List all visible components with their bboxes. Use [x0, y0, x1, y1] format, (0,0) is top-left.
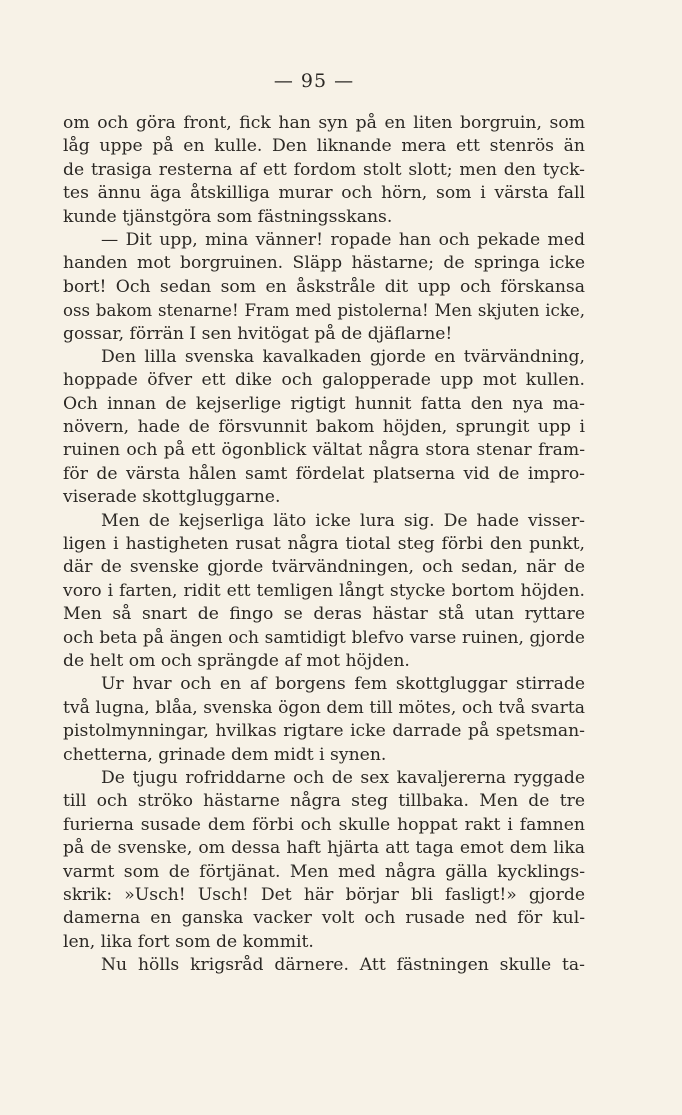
text-line: ligen i hastigheten rusat några tiotal steg förbi den punkt, [63, 534, 585, 555]
text-line: till och ströko hästarne några steg tillbaka. Men de tre [63, 791, 585, 812]
text-line: De tjugu rofriddarne och de sex kavaljererna ryggade [101, 767, 585, 788]
text-line: hoppade öfver ett dike och galopperade upp mot kullen. [63, 370, 585, 391]
text-line: låg uppe på en kulle. Den liknande mera ett stenrös än [63, 136, 585, 157]
text-line: Ur hvar och en af borgens fem skottgluggar stirrade [101, 674, 585, 695]
text-line: på de svenske, om dessa haft hjärta att taga emot dem lika [63, 838, 585, 859]
text-line: för de värsta hålen samt fördelat platserna vid de impro- [63, 463, 585, 484]
text-line: Och innan de kejserlige rigtigt hunnit fatta den nya ma- [63, 393, 585, 414]
text-line: damerna en ganska vacker volt och rusade ned för kul- [63, 908, 585, 929]
text-line: oss bakom stenarne! Fram med pistolerna! Men skjuten icke, [63, 301, 585, 321]
text-line: bort! Och sedan som en åskstråle dit upp och förskansa [63, 276, 585, 297]
text-line: om och göra front, fick han syn på en liten borgruin, som [63, 113, 585, 133]
text-line: och beta på ängen och samtidigt blefvo varse ruinen, gjorde [63, 627, 585, 648]
text-line: Men de kejserliga läto icke lura sig. De hade visser- [101, 510, 585, 531]
text-line: Men så snart de fingo se deras hästar stå utan ryttare [63, 604, 585, 625]
text-line: där de svenske gjorde tvärvändningen, och sedan, när de [63, 557, 585, 578]
text-line: furierna susade dem förbi och skulle hoppat rakt i famnen [63, 814, 585, 835]
text-line: kunde tjänstgöra som fästningsskans. [63, 206, 393, 227]
text-line: Den lilla svenska kavalkaden gjorde en tvärvändning, [101, 346, 585, 367]
text-line: voro i farten, ridit ett temligen långt stycke bortom höjden. [63, 580, 585, 601]
text-line: varmt som de förtjänat. Men med några gälla kycklings- [63, 861, 585, 882]
text-line: de trasiga resterna af ett fordom stolt slott; men den tyck- [63, 159, 585, 180]
body-text [63, 112, 585, 977]
text-line: Nu hölls krigsråd därnere. Att fästningen skulle ta- [101, 955, 585, 976]
text-line: två lugna, blåa, svenska ögon dem till mötes, och två svarta [63, 697, 585, 718]
text-line: tes ännu äga åtskilliga murar och hörn, som i värsta fall [63, 183, 585, 204]
text-line: de helt om och sprängde af mot höjden. [63, 650, 410, 671]
text-line: chetterna, grinade dem midt i synen. [63, 744, 387, 765]
text-line: viserade skottgluggarne. [63, 487, 281, 508]
text-line: len, lika fort som de kommit. [63, 931, 314, 952]
text-line: skrik: »Usch! Usch! Det här börjar bli fasligt!» gjorde [63, 884, 585, 905]
page-number: — 95 — [273, 70, 355, 92]
text-line: — Dit upp, mina vänner! ropade han och pekade med [101, 229, 585, 250]
text-line: növern, hade de försvunnit bakom höjden, sprungit upp i [63, 417, 585, 438]
text-line: handen mot borgruinen. Släpp hästarne; de springa icke [63, 253, 585, 274]
text-line: gossar, förrän I sen hvitögat på de djäflarne! [63, 323, 453, 344]
text-line: ruinen och på ett ögonblick vältat några stora stenar fram- [63, 440, 585, 461]
text-line: pistolmynningar, hvilkas rigtare icke darrade på spetsman- [63, 721, 585, 742]
